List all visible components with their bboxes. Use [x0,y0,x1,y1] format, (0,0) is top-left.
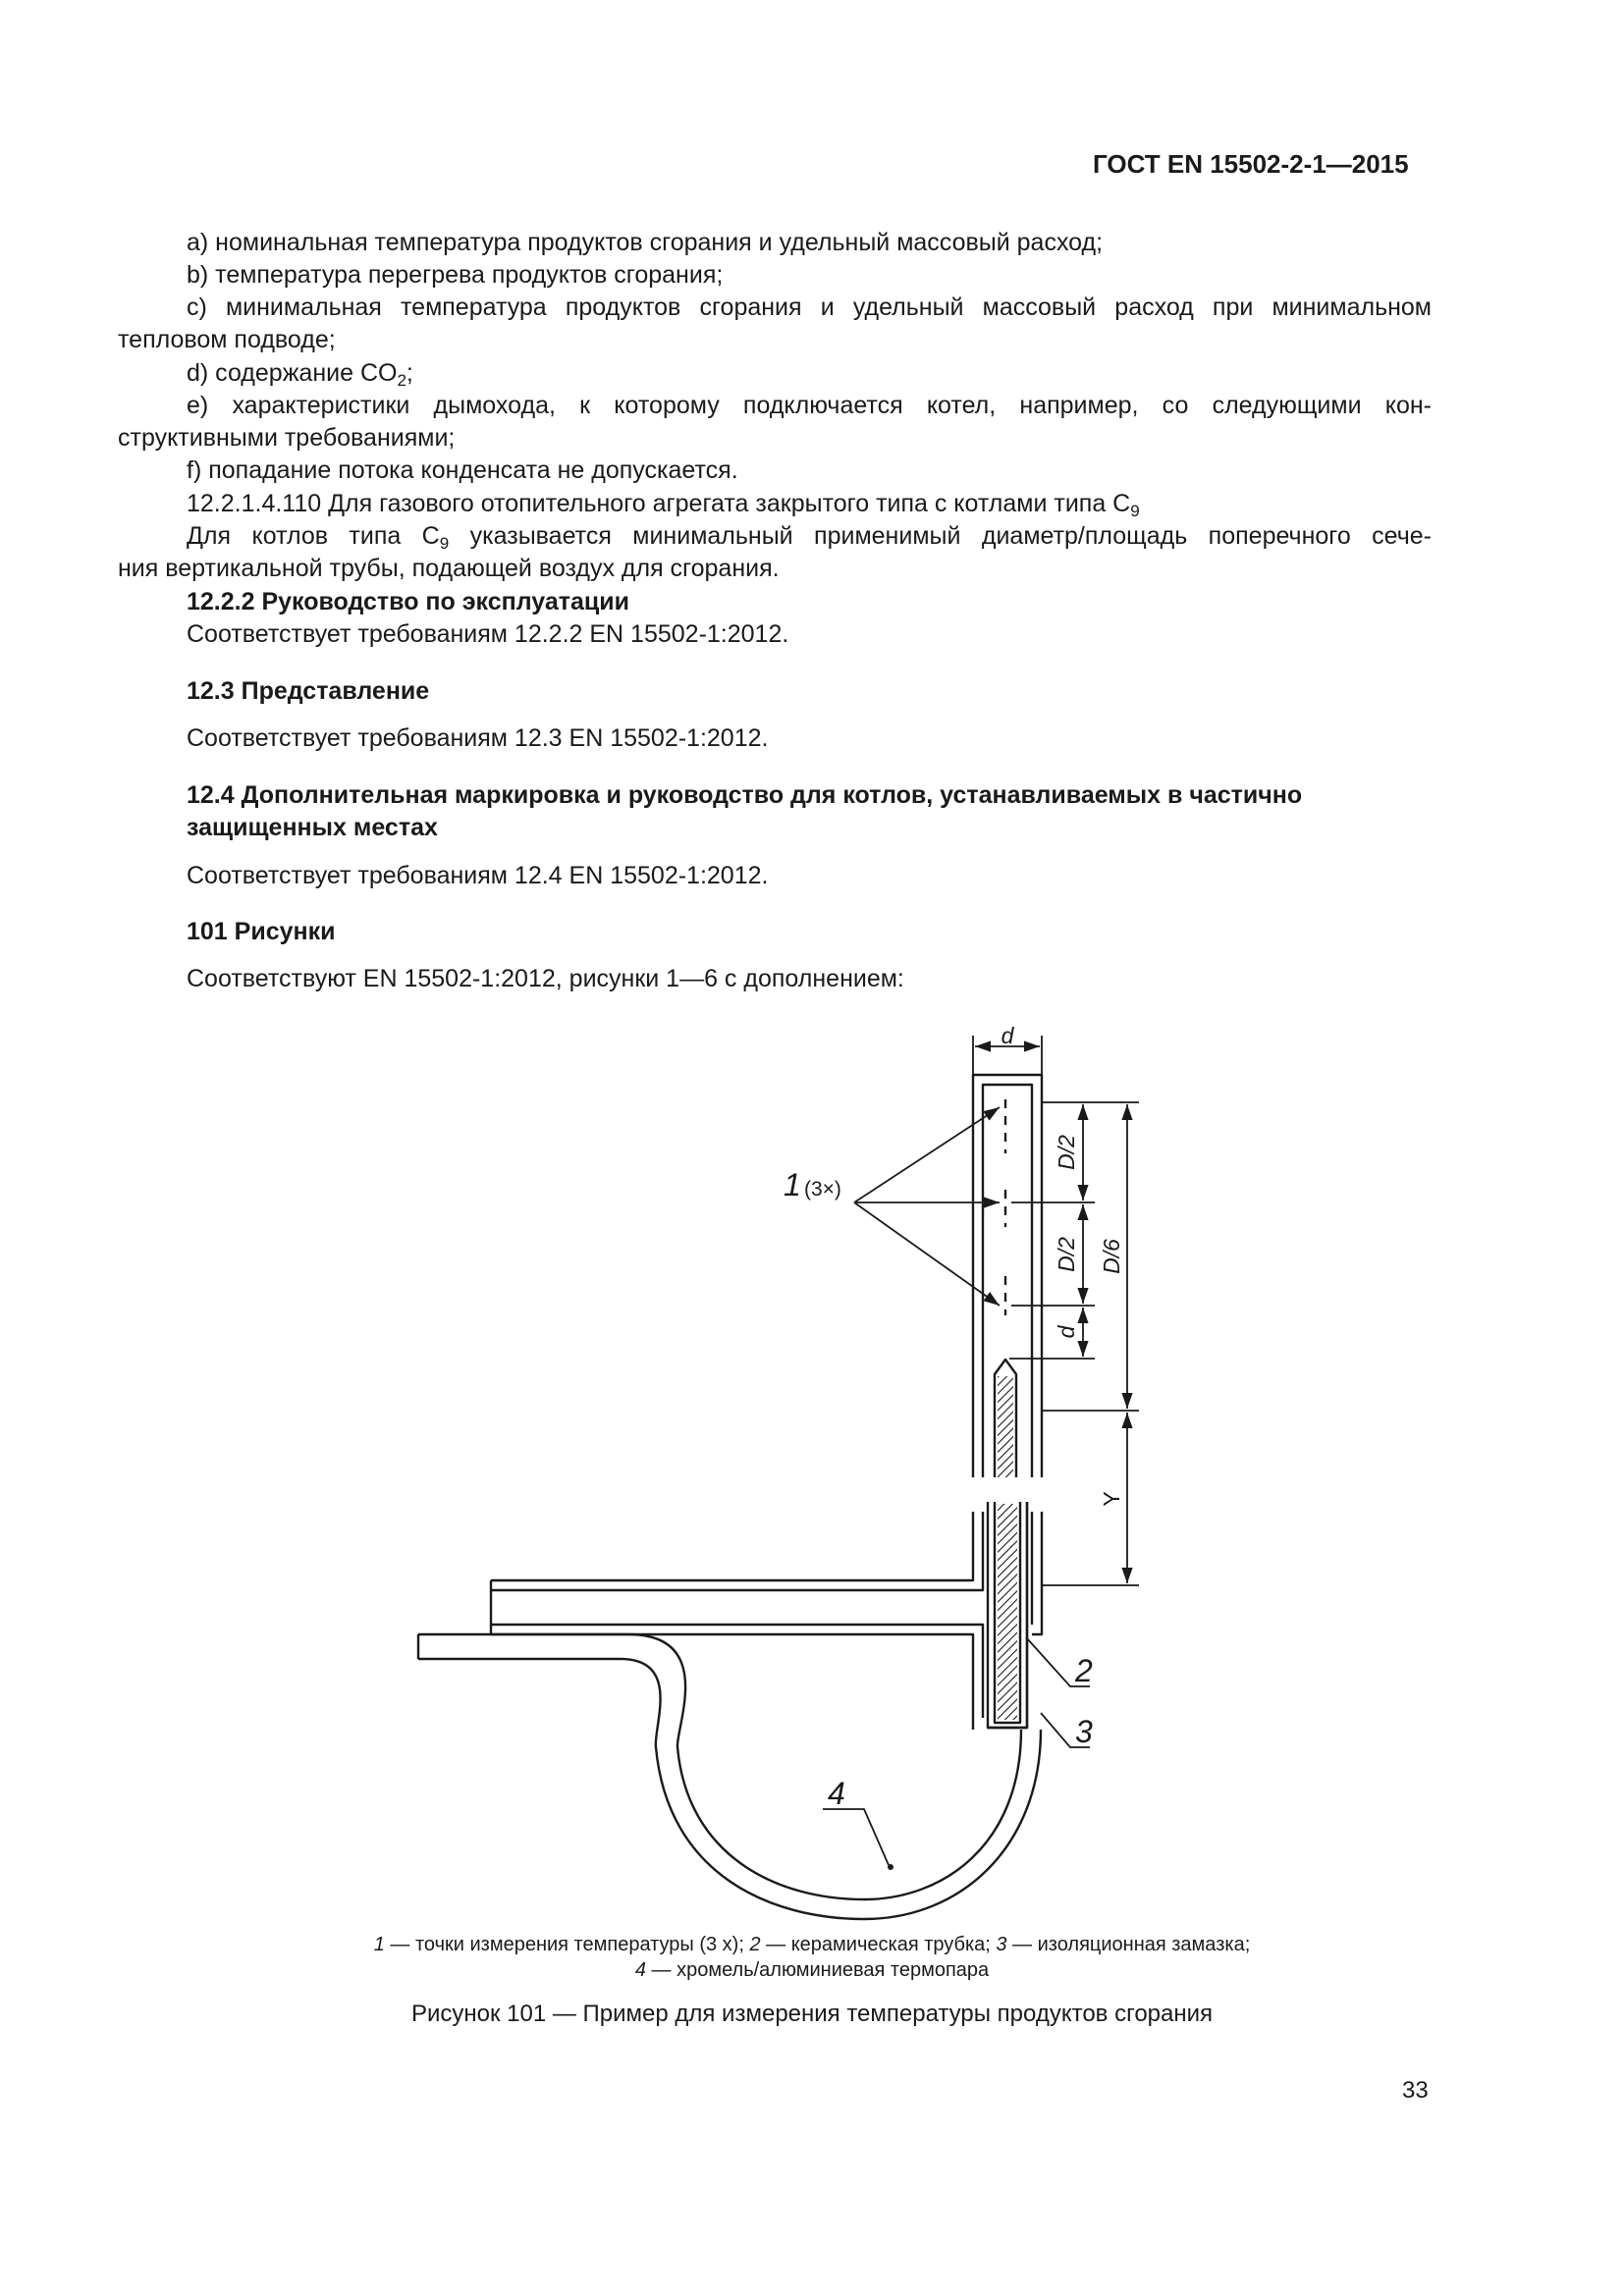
section-12-3-text: Соответствует требованиям 12.3 EN 15502-1:2012. [187,724,769,752]
clause-c9-para-text-b: указывается минимальный применимый диаметр/площадь поперечного сече- [449,522,1432,550]
label-d-small: d [1054,1325,1079,1339]
ceramic-tube-lower-hatch [998,1504,1017,1720]
tube-lower-inner-bottom [491,1625,983,1718]
legend-2-text: — керамическая трубка; [760,1934,997,1955]
list-item-c-line2: тепловом подводе; [118,326,336,353]
section-12-2-2-text: Соответствует требованиям 12.2.2 EN 15502-1:2012. [187,620,789,648]
label-d-top: d [1001,1023,1014,1048]
label-d6: D/6 [1099,1239,1124,1274]
callout-2-number: 2 [1075,1653,1093,1688]
clause-c9-para-text-a: Для котлов типа C [187,522,440,550]
list-item-a: a) номинальная температура продуктов сгорания и удельный массовый расход; [187,229,1104,256]
legend-2-num: 2 [749,1934,761,1955]
list-item-b: b) температура перегрева продуктов сгорания; [187,261,724,289]
label-y: Y [1099,1491,1124,1507]
callout-3-number: 3 [1075,1714,1093,1749]
section-12-2-2-title: 12.2.2 Руководство по эксплуатации [187,588,630,615]
tube-lower-outer-left [491,1512,973,1580]
c9-subscript-2: 9 [439,534,450,553]
label-d2-lower: D/2 [1054,1237,1079,1272]
list-item-c-line1: c) минимальная температура продуктов сгорания и удельный массовый расход при минимальном [187,294,1432,321]
callout-1-leader-top [854,1107,1000,1202]
callout-1-number: 1 [784,1167,801,1202]
figure-legend-line1 [0,1934,1624,1956]
ceramic-tube-upper-hatch [998,1376,1013,1477]
callout-4-leader [823,1809,889,1865]
tube-lower-outer-right [1032,1512,1042,1634]
section-101-text: Соответствуют EN 15502-1:2012, рисунки 1—6 с дополнением: [187,965,904,992]
tube-lower-outer-bottom [491,1634,973,1730]
callout-1-leader-bottom [854,1202,1000,1306]
clause-c9-para-line2: ния вертикальной трубы, подающей воздух для сгорания. [118,555,780,582]
legend-4-text: — хромель/алюминиевая термопара [645,1959,990,1981]
legend-3-num: 3 [996,1934,1007,1955]
figure-caption: Рисунок 101 — Пример для измерения температуры продуктов сгорания [410,2001,1214,2027]
section-12-4-title-line1: 12.4 Дополнительная маркировка и руководство для котлов, устанавливаемых в частично [187,781,1303,809]
list-item-e-line2: структивными требованиями; [118,424,456,452]
callout-4-number: 4 [828,1776,845,1811]
callout-4-dot [888,1864,893,1870]
label-d2-upper: D/2 [1054,1135,1079,1170]
list-item-e-line1: e) характеристики дымохода, к которому подключается котел, например, со следующими кон- [187,392,1432,419]
list-item-f: f) попадание потока конденсата не допускается. [187,456,738,484]
document-code: ГОСТ EN 15502-2-1—2015 [1093,149,1409,179]
thermocouple-wire-inner [418,1659,1041,1919]
tube-lower-inner-left [491,1512,983,1590]
section-12-3-title: 12.3 Представление [187,677,430,705]
c9-subscript: 9 [1130,502,1140,520]
clause-c9-heading-text: 12.2.1.4.110 Для газового отопительного агрегата закрытого типа с котлами типа C [187,490,1131,517]
page-number: 33 [1402,2077,1429,2104]
co2-subscript: 2 [397,371,406,390]
legend-3-text: — изоляционная замазка; [1006,1934,1251,1955]
list-item-d-text: d) содержание CO [187,359,398,387]
thermocouple-wire-outer [418,1634,1021,1899]
figure-legend-line2 [0,1959,1624,1982]
callout-1-multiplier: (3×) [804,1178,841,1201]
legend-1-num: 1 [373,1934,385,1955]
section-101-title: 101 Рисунки [187,918,336,945]
section-12-4-text: Соответствует требованиям 12.4 EN 15502-1:2012. [187,862,769,889]
list-item-d-end: ; [406,359,413,387]
legend-4-num: 4 [634,1959,646,1981]
section-12-4-title-line2: защищенных местах [187,814,438,841]
legend-1-text: — точки измерения температуры (3 x); [384,1934,750,1955]
